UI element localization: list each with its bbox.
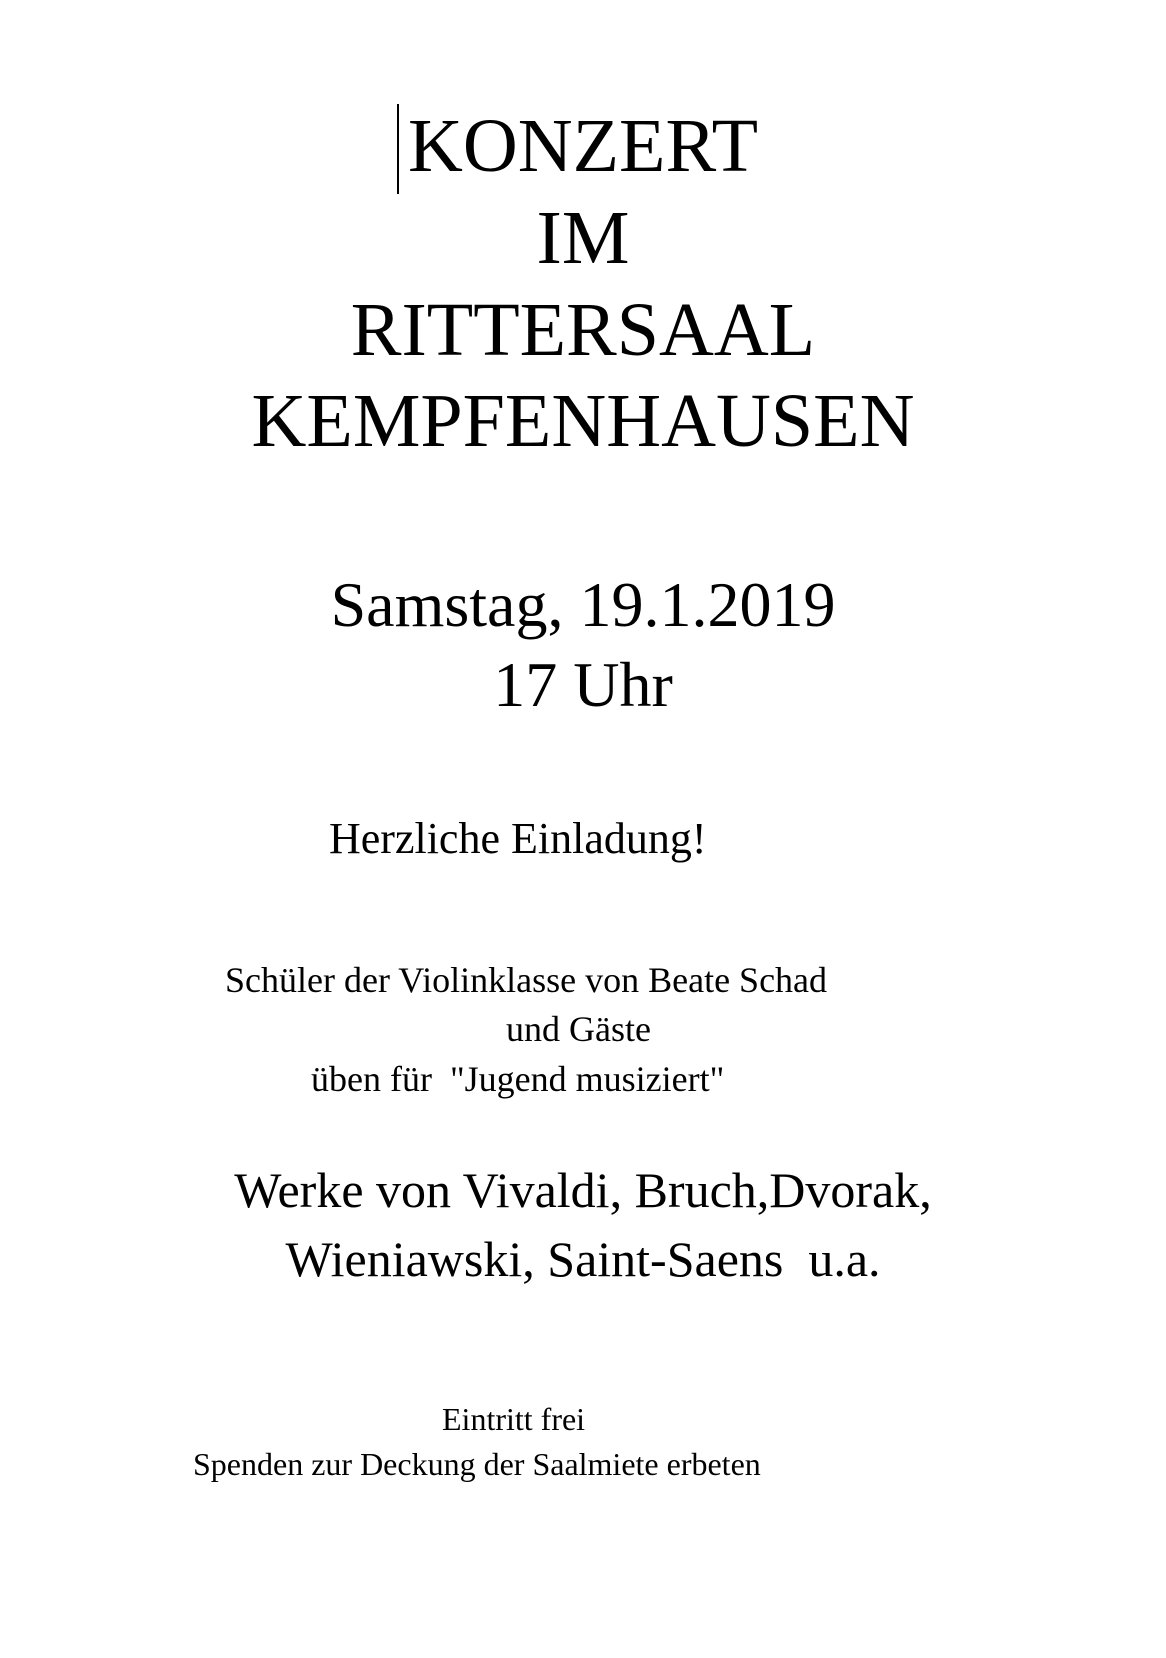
performers-line-3: üben für "Jugend musiziert": [311, 1059, 725, 1099]
works-line-2: Wieniawski, Saint-Saens u.a.: [285, 1231, 881, 1287]
title-line-im: IM: [536, 196, 630, 280]
performers-line-2: und Gäste: [506, 1009, 651, 1049]
works-line-1: Werke von Vivaldi, Bruch,Dvorak,: [234, 1162, 932, 1218]
title-line-konzert: KONZERT: [407, 104, 759, 188]
admission-text: Eintritt frei: [442, 1401, 586, 1437]
event-date: Samstag, 19.1.2019: [330, 569, 836, 640]
title-line-rittersaal: RITTERSAAL: [350, 288, 816, 372]
performers-line-1: Schüler der Violinklasse von Beate Schad: [225, 960, 828, 1000]
title-line-kempfenhausen: KEMPFENHAUSEN: [251, 379, 915, 463]
invitation-text: Herzliche Einladung!: [329, 814, 707, 863]
donation-text: Spenden zur Deckung der Saalmiete erbeten: [193, 1446, 761, 1482]
event-time: 17 Uhr: [493, 649, 673, 720]
